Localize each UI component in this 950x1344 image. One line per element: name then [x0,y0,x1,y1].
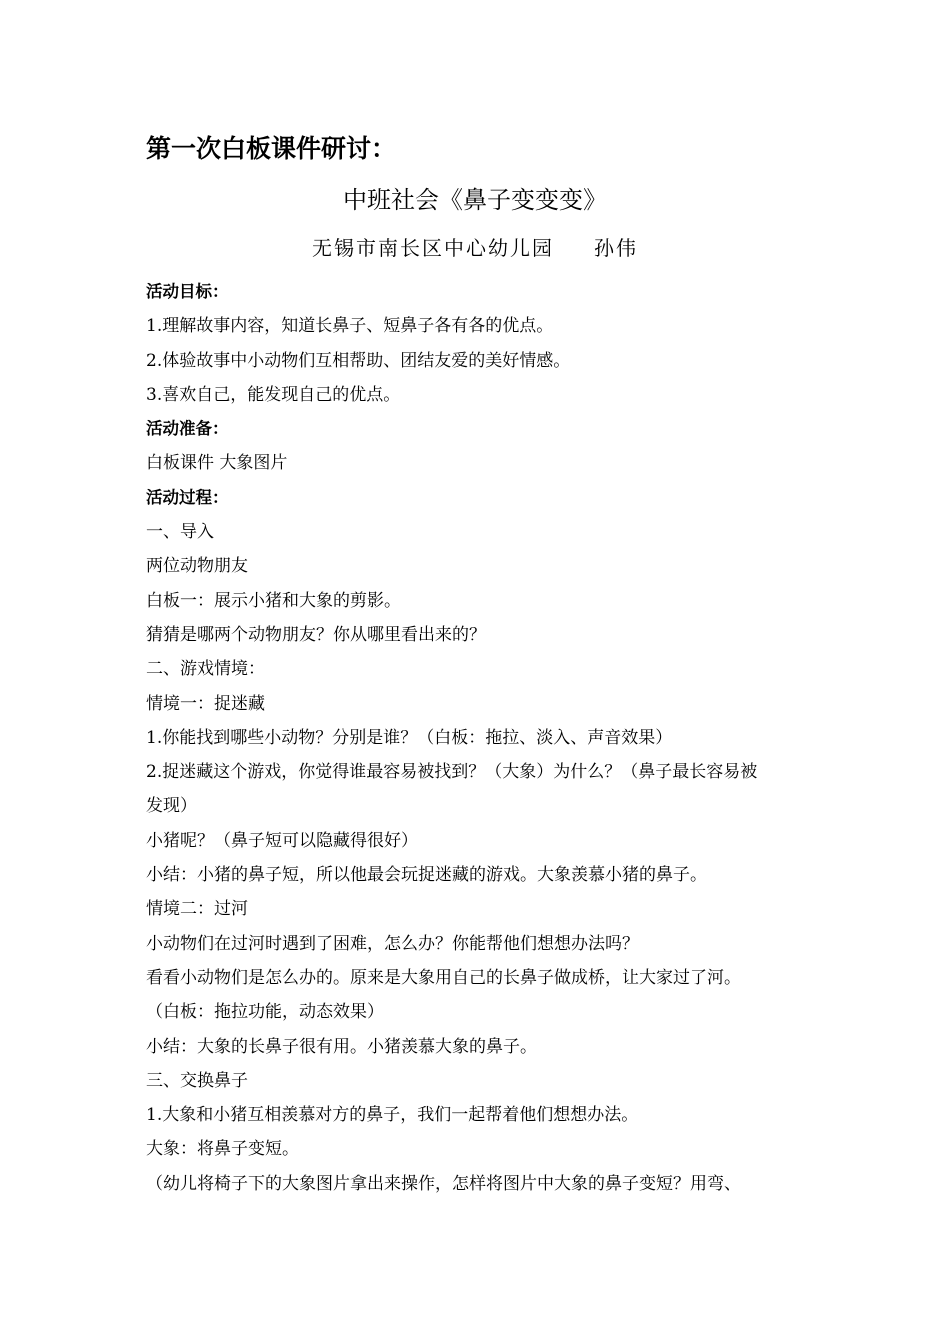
paragraph-line: 1.理解故事内容，知道长鼻子、短鼻子各有各的优点。 [146,316,554,337]
section-heading: 活动准备： [146,419,229,439]
paragraph-line: 猜猜是哪两个动物朋友？你从哪里看出来的？ [146,624,486,645]
paragraph-line: 小猪呢？（鼻子短可以隐藏得很好） [146,830,418,851]
author-line [0,233,950,263]
paragraph-line: 一、导入 [146,522,214,543]
paragraph-line: 小结：大象的长鼻子很有用。小猪羡慕大象的鼻子。 [146,1036,537,1057]
paragraph-line: 3.喜欢自己，能发现自己的优点。 [146,384,401,405]
paragraph-line: 三、交换鼻子 [146,1070,248,1091]
paragraph-line: 1.大象和小猪互相羡慕对方的鼻子，我们一起帮着他们想想办法。 [146,1105,639,1126]
paragraph-line: 2.体验故事中小动物们互相帮助、团结友爱的美好情感。 [146,350,571,371]
paragraph-line: 两位动物朋友 [146,556,248,577]
paragraph-line: 小动物们在过河时遇到了困难，怎么办？你能帮他们想想办法吗？ [146,933,639,954]
paragraph-line: 看看小动物们是怎么办的。原来是大象用自己的长鼻子做成桥，让大家过了河。 [146,967,741,988]
paragraph-line: 白板课件 大象图片 [146,453,288,474]
document-body [146,275,816,1201]
section-heading: 活动目标： [146,282,229,301]
paragraph-line: 大象：将鼻子变短。 [146,1139,299,1160]
document-title: 中班社会《鼻子变变变》 [343,186,607,214]
paragraph-line: 情境二：过河 [146,899,248,920]
paragraph-line: 2.捉迷藏这个游戏，你觉得谁最容易被找到？（大象）为什么？（鼻子最长容易被 [146,762,758,783]
section-heading: 活动过程： [146,487,229,507]
paragraph-line: 1.你能找到哪些小动物？分别是谁？（白板：拖拉、淡入、声音效果） [146,727,673,748]
paragraph-line: 二、游戏情境： [146,659,265,680]
paragraph-line: 小结：小猪的鼻子短，所以他最会玩捉迷藏的游戏。大象羡慕小猪的鼻子。 [146,865,707,886]
paragraph-line: （幼儿将椅子下的大象图片拿出来操作，怎样将图片中大象的鼻子变短？用弯、 [146,1173,741,1194]
paragraph-line: 白板一：展示小猪和大象的剪影。 [146,590,401,611]
paragraph-line: 发现） [146,796,197,817]
paragraph-line: （白板：拖拉功能，动态效果） [146,1002,384,1023]
document-heading: 第一次白板课件研讨： [146,134,397,163]
author-school: 无锡市南长区中心幼儿园 [312,236,554,260]
author-name: 孙伟 [594,236,638,260]
paragraph-line: 情境一：捉迷藏 [146,693,265,714]
